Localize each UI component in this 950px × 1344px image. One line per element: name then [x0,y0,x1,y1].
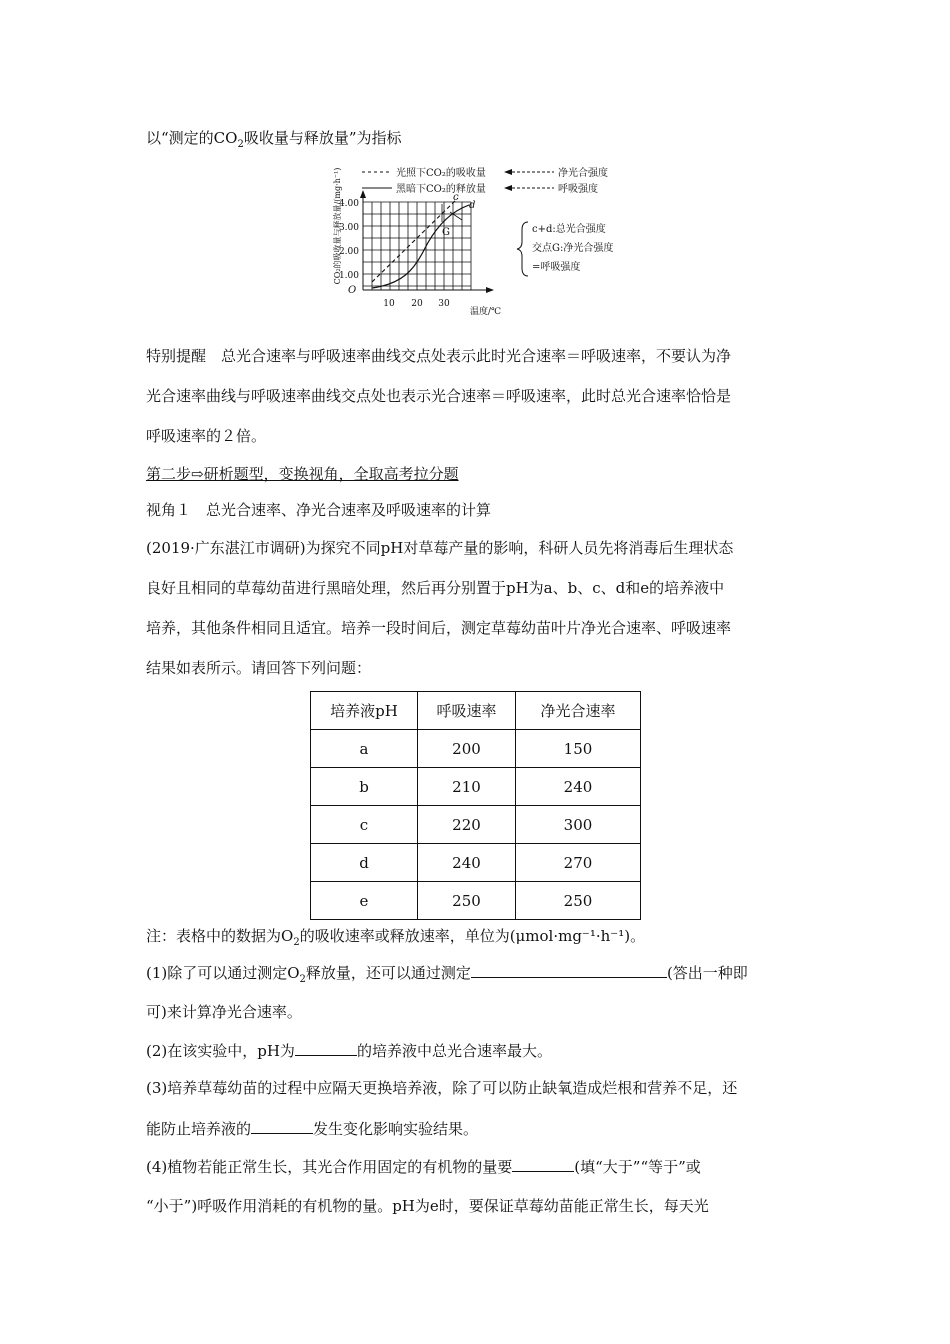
answer-blank-3[interactable] [251,1118,313,1134]
arrow-head-1 [504,169,512,175]
question-3-line-2: 能防止培养液的 发生变化影响实验结果。 [146,1120,479,1138]
cell-ph: d [311,844,418,882]
cell-respiration: 240 [418,844,516,882]
header-ph: 培养液pH [311,692,418,730]
y-tick-3: 3.00 [338,223,359,233]
cell-ph: e [311,882,418,920]
point-g-label: G [442,227,450,238]
question-1-line-2: 可)来计算净光合速率。 [146,1003,302,1021]
cell-net: 150 [516,730,641,768]
co2-temperature-figure [322,162,662,324]
cell-net: 240 [516,768,641,806]
header-net-photosynthesis: 净光合速率 [516,692,641,730]
question-line-1: (2019·广东湛江市调研)为探究不同pH对草莓产量的影响，科研人员先将消毒后生理状态 [146,539,734,557]
table-row [311,768,641,806]
question-line-2: 良好且相同的草莓幼苗进行黑暗处理，然后再分别置于pH为a、b、c、d和e的培养液中 [146,579,725,597]
cell-respiration: 210 [418,768,516,806]
origin-label: O [348,285,357,296]
y-tick-1: 1.00 [338,271,359,281]
answer-blank-2[interactable] [295,1040,357,1056]
cell-ph: b [311,768,418,806]
y-tick-2: 2.00 [338,247,359,257]
legend-dashed-meaning: 净光合强度 [558,168,608,179]
angle1-heading: 视角１ 总光合速率、净光合速率及呼吸速率的计算 [146,501,492,519]
cell-respiration: 200 [418,730,516,768]
step2-heading: 第二步⇨研析题型，变换视角，全取高考拉分题 [146,465,459,483]
question-line-3: 培养，其他条件相同且适宜。培养一段时间后，测定草莓幼苗叶片净光合速率、呼吸速率 [146,619,732,637]
y-tick-4: 4.00 [338,199,359,209]
data-table [310,691,641,920]
table-row [311,882,641,920]
solid-curve-respiration [372,205,469,288]
intro-text: 以“测定的$CO_2$吸收量与释放量”为指标 [146,129,402,150]
question-2: (2)在该实验中，pH为 的培养液中总光合速率最大。 [146,1042,552,1060]
cell-respiration: 250 [418,882,516,920]
question-line-4: 结果如表所示。请回答下列问题： [146,659,372,677]
co2-chart [322,162,662,324]
arrow-head-2 [504,185,512,191]
table-header-row [311,692,641,730]
tip-line-1: 特别提醒 总光合速率与呼吸速率曲线交点处表示此时光合速率＝呼吸速率，不要认为净 [146,347,732,365]
table-row [311,844,641,882]
x-axis-arrow [486,287,494,293]
point-d-label: d [469,200,476,211]
brace [517,222,528,276]
tip-line-3: 呼吸速率的２倍。 [146,427,267,445]
note-2: 交点G:净光合强度 [532,243,614,254]
note-3: =呼吸强度 [532,262,581,273]
table-row [311,806,641,844]
x-tick-20: 20 [411,299,423,309]
point-c-label: c [453,192,459,203]
x-tick-30: 30 [438,299,450,309]
table-row [311,730,641,768]
y-axis-arrow [360,190,366,198]
cell-net: 250 [516,882,641,920]
note-1: c+d:总光合强度 [532,224,606,235]
cell-ph: a [311,730,418,768]
tip-line-2: 光合速率曲线与呼吸速率曲线交点处也表示光合速率＝呼吸速率，此时总光合速率恰恰是 [146,387,732,405]
legend-solid-meaning: 呼吸强度 [558,184,598,195]
y-axis-label: CO₂的吸收量与释放量/(mg·h⁻¹) [333,167,342,285]
d-marker [450,212,462,220]
answer-blank-1[interactable] [471,962,667,978]
cell-respiration: 220 [418,806,516,844]
legend-dashed-label: 光照下CO₂的吸收量 [396,168,486,179]
header-respiration: 呼吸速率 [418,692,516,730]
answer-blank-4[interactable] [512,1156,574,1172]
question-4-line-1: (4)植物若能正常生长，其光合作用固定的有机物的量要 (填“大于”“等于”或 [146,1158,701,1176]
dashed-curve-net-photosynthesis [372,198,458,282]
question-1-line-1: (1)除了可以通过测定$O_2$释放量，还可以通过测定 (答出一种即 [146,964,748,985]
x-axis-label: 温度/℃ [470,307,502,317]
x-tick-10: 10 [383,299,395,309]
legend-solid-label: 黑暗下CO₂的释放量 [396,184,486,195]
question-4-line-2: “小于”)呼吸作用消耗的有机物的量。pH为e时，要保证草莓幼苗能正常生长，每天光 [146,1197,709,1215]
table-note: 注：表格中的数据为$O_2$的吸收速率或释放速率，单位为(μmol·mg⁻¹·h⁻¹)。 [146,927,646,948]
cell-net: 270 [516,844,641,882]
cell-net: 300 [516,806,641,844]
question-3-line-1: (3)培养草莓幼苗的过程中应隔天更换培养液，除了可以防止缺氧造成烂根和营养不足，还 [146,1079,738,1097]
cell-ph: c [311,806,418,844]
